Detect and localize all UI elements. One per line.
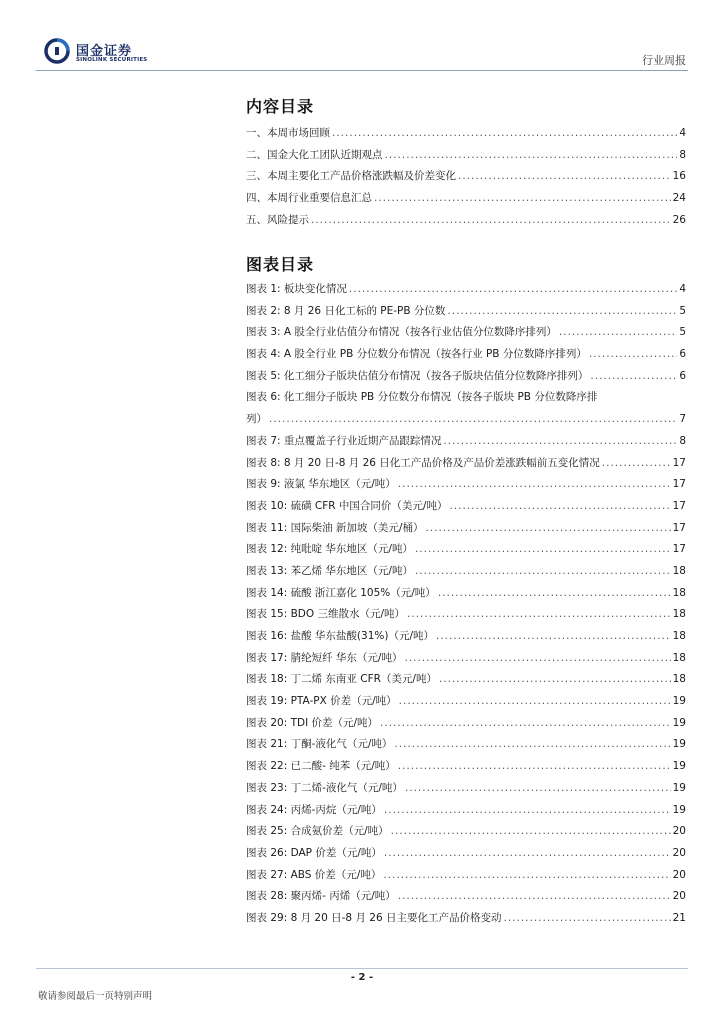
report-type-label: 行业周报 <box>642 54 686 67</box>
contents-entry-title: 三、本周主要化工产品价格涨跌幅及价差变化 <box>246 170 456 183</box>
leader-dots <box>332 123 677 145</box>
figure-entry-page: 17 <box>672 543 686 556</box>
figure-entry-title: 图表 17: 腈纶短纤 华东（元/吨） <box>246 651 403 664</box>
figure-entry[interactable] <box>246 539 686 561</box>
figure-entry-title: 图表 23: 丁二烯-液化气（元/吨） <box>246 781 403 794</box>
figure-entry-title: 图表 20: TDI 价差（元/吨） <box>246 716 379 729</box>
figure-entry-page: 6 <box>679 369 686 382</box>
figure-entry-page: 18 <box>672 630 686 642</box>
leader-dots <box>383 865 670 887</box>
contents-entry[interactable] <box>246 145 686 167</box>
figure-entry-title: 图表 22: 已二酸- 纯苯（元/吨） <box>246 760 396 773</box>
figure-entry-title: 图表 3: A 股全行业估值分布情况（按各行业估值分位数降序排列） <box>246 326 557 339</box>
leader-dots <box>425 518 670 540</box>
contents-entry[interactable] <box>246 188 686 210</box>
figure-entry-page: 18 <box>672 651 686 664</box>
figure-entry-title: 图表 13: 苯乙烯 华东地区（元/吨） <box>246 564 413 577</box>
figure-entry-title: 图表 14: 硫酸 浙江嘉化 105%（元/吨） <box>246 586 436 599</box>
leader-dots <box>449 496 670 518</box>
figure-entry[interactable] <box>246 778 686 800</box>
leader-dots <box>589 344 677 366</box>
contents-entry-page: 4 <box>679 127 686 139</box>
figure-entry-page: 21 <box>672 911 686 924</box>
contents-entry[interactable] <box>246 166 686 188</box>
leader-dots <box>380 713 671 735</box>
figures-title: 图表目录 <box>246 255 315 274</box>
company-logo <box>44 38 164 66</box>
contents-entry-title: 一、本周市场回顾 <box>246 127 330 139</box>
leader-dots <box>443 431 677 453</box>
figure-entry-page: 18 <box>672 564 686 577</box>
leader-dots <box>447 301 677 323</box>
figure-entry-page: 18 <box>672 608 686 621</box>
figure-entry[interactable] <box>246 604 686 626</box>
figure-entry-page: 19 <box>672 760 686 773</box>
figure-entry-title: 图表 26: DAP 价差（元/吨） <box>246 846 382 859</box>
figure-entry[interactable] <box>246 344 686 366</box>
leader-dots <box>398 474 671 496</box>
figure-entry[interactable] <box>246 279 686 301</box>
disclaimer-note: 敬请参阅最后一页特别声明 <box>38 991 153 1002</box>
leader-dots <box>439 669 671 691</box>
figure-entry-page: 19 <box>672 781 686 794</box>
leader-dots <box>436 626 671 648</box>
figure-entry-title: 图表 8: 8 月 20 日-8 月 26 日化工产品价格及产品价差涨跌幅前五变化情况 <box>246 456 600 469</box>
figure-entry[interactable] <box>246 583 686 605</box>
figure-entry-title: 图表 28: 聚丙烯- 丙烯（元/吨） <box>246 890 396 903</box>
figure-entry-page: 8 <box>679 434 686 447</box>
figure-entry[interactable] <box>246 691 686 713</box>
figure-entry-page: 18 <box>672 586 686 599</box>
figure-entry-page: 19 <box>672 738 686 751</box>
figure-entry-page: 7 <box>679 413 686 426</box>
leader-dots <box>559 322 677 344</box>
figure-entry-title: 图表 29: 8 月 20 日-8 月 26 日主要化工产品价格变动 <box>246 911 502 924</box>
figure-entry[interactable] <box>246 366 686 388</box>
figure-entry-title: 图表 24: 丙烯-丙烷（元/吨） <box>246 803 382 816</box>
leader-dots <box>404 648 670 670</box>
leader-dots <box>384 800 671 822</box>
leader-dots <box>399 691 671 713</box>
contents-entry-page: 8 <box>679 148 686 161</box>
figure-entry-title: 图表 16: 盐酸 华东盐酸(31%)（元/吨） <box>246 630 434 642</box>
figure-entry-page: 4 <box>679 283 686 295</box>
figure-entry-page: 18 <box>672 673 686 686</box>
sinolink-logo-icon <box>44 38 70 64</box>
figure-entry[interactable] <box>246 734 686 756</box>
figure-entry-page: 17 <box>672 478 686 491</box>
figure-entry-page: 17 <box>672 499 686 512</box>
figure-entry[interactable] <box>246 431 686 453</box>
contents-entry[interactable] <box>246 210 686 232</box>
leader-dots <box>438 583 671 605</box>
contents-entry-page: 16 <box>672 170 686 183</box>
figure-entry-title: 图表 9: 液氯 华东地区（元/吨） <box>246 478 396 491</box>
figure-entry-continuation[interactable] <box>246 409 686 431</box>
leader-dots <box>407 604 671 626</box>
figure-entry-title: 图表 19: PTA-PX 价差（元/吨） <box>246 695 397 708</box>
figure-entry[interactable] <box>246 800 686 822</box>
figure-entry-page: 19 <box>672 716 686 729</box>
figure-entry[interactable] <box>246 821 686 843</box>
leader-dots <box>391 821 671 843</box>
figure-entry-title: 图表 4: A 股全行业 PB 分位数分布情况（按各行业 PB 分位数降序排列） <box>246 348 587 361</box>
leader-dots <box>405 778 671 800</box>
figure-entry-title: 图表 12: 纯吡啶 华东地区（元/吨） <box>246 543 413 556</box>
leader-dots <box>415 539 671 561</box>
leader-dots <box>394 734 670 756</box>
contents-entry-title: 五、风险提示 <box>246 213 309 226</box>
figure-entry-title: 图表 15: BDO 三维散水（元/吨） <box>246 608 406 621</box>
figure-entry-title: 图表 21: 丁酮-液化气（元/吨） <box>246 738 393 751</box>
figure-entry-page: 5 <box>679 304 686 317</box>
figure-entry-title: 图表 25: 合成氨价差（元/吨） <box>246 825 389 838</box>
leader-dots <box>349 279 677 301</box>
figure-entry-title: 图表 6: 化工细分子版块 PB 分位数分布情况（按各子版块 PB 分位数降序排 <box>246 391 598 404</box>
figure-entry[interactable] <box>246 561 686 583</box>
contents-list <box>246 123 686 231</box>
figure-entry[interactable] <box>246 756 686 778</box>
figure-entry-page: 17 <box>672 456 686 469</box>
figure-entry-title: 图表 7: 重点覆盖子行业近期产品跟踪情况 <box>246 434 442 447</box>
figure-entry-title: 图表 5: 化工细分子版块估值分布情况（按各子版块估值分位数降序排列） <box>246 369 589 382</box>
leader-dots <box>503 908 670 930</box>
page-header <box>0 0 724 72</box>
figure-entry-page: 20 <box>672 868 686 881</box>
leader-dots <box>458 166 671 188</box>
figure-entry-page: 19 <box>672 695 686 708</box>
figure-entry-page: 5 <box>679 326 686 339</box>
header-divider <box>36 70 688 71</box>
leader-dots <box>602 453 671 475</box>
leader-dots <box>398 886 671 908</box>
figure-entry[interactable] <box>246 908 686 930</box>
figure-entry-title-continued: 列） <box>246 413 267 426</box>
logo-english-name: SINOLINK SECURITIES <box>76 57 148 63</box>
figure-entry-title: 图表 11: 国际柴油 新加坡（美元/桶） <box>246 521 424 534</box>
figure-entry-page: 20 <box>672 846 686 859</box>
leader-dots <box>269 409 677 431</box>
figures-list <box>246 279 686 930</box>
figure-entry[interactable] <box>246 843 686 865</box>
figure-entry[interactable] <box>246 496 686 518</box>
figure-entry[interactable] <box>246 865 686 887</box>
contents-entry-page: 26 <box>672 213 686 226</box>
figure-entry[interactable] <box>246 453 686 475</box>
contents-entry-page: 24 <box>672 192 686 205</box>
page-number: - 2 - <box>350 972 374 983</box>
contents-entry-title: 二、国金大化工团队近期观点 <box>246 148 383 161</box>
leader-dots <box>311 210 671 232</box>
figure-entry[interactable] <box>246 518 686 540</box>
figure-entry[interactable] <box>246 713 686 735</box>
figure-entry-page: 20 <box>672 890 686 903</box>
figure-entry[interactable] <box>246 301 686 323</box>
leader-dots <box>384 843 671 865</box>
figure-entry[interactable] <box>246 886 686 908</box>
figure-entry-page: 6 <box>679 348 686 361</box>
leader-dots <box>398 756 671 778</box>
figure-entry-title: 图表 18: 丁二烯 东南亚 CFR（美元/吨） <box>246 673 437 686</box>
leader-dots <box>385 145 678 167</box>
figure-entry[interactable] <box>246 669 686 691</box>
figure-entry[interactable] <box>246 474 686 496</box>
figure-entry-page: 19 <box>672 803 686 816</box>
leader-dots <box>374 188 671 210</box>
leader-dots <box>590 366 677 388</box>
figure-entry-title: 图表 1: 板块变化情况 <box>246 283 347 295</box>
figure-entry[interactable] <box>246 322 686 344</box>
figure-entry-title: 图表 27: ABS 价差（元/吨） <box>246 868 382 881</box>
contents-entry-title: 四、本周行业重要信息汇总 <box>246 192 372 205</box>
contents-entry[interactable] <box>246 123 686 145</box>
logo-chinese-name: 国金证券 <box>76 44 133 59</box>
footer-divider <box>36 968 688 969</box>
leader-dots <box>415 561 671 583</box>
figure-entry[interactable] <box>246 648 686 670</box>
figure-entry-title: 图表 2: 8 月 26 日化工标的 PE-PB 分位数 <box>246 304 446 317</box>
figure-entry-page: 20 <box>672 825 686 838</box>
figure-entry[interactable] <box>246 626 686 648</box>
figure-entry[interactable] <box>246 387 686 409</box>
figure-entry-page: 17 <box>672 521 686 534</box>
figure-entry-title: 图表 10: 硫磺 CFR 中国合同价（美元/吨） <box>246 499 448 512</box>
contents-title: 内容目录 <box>246 97 315 116</box>
